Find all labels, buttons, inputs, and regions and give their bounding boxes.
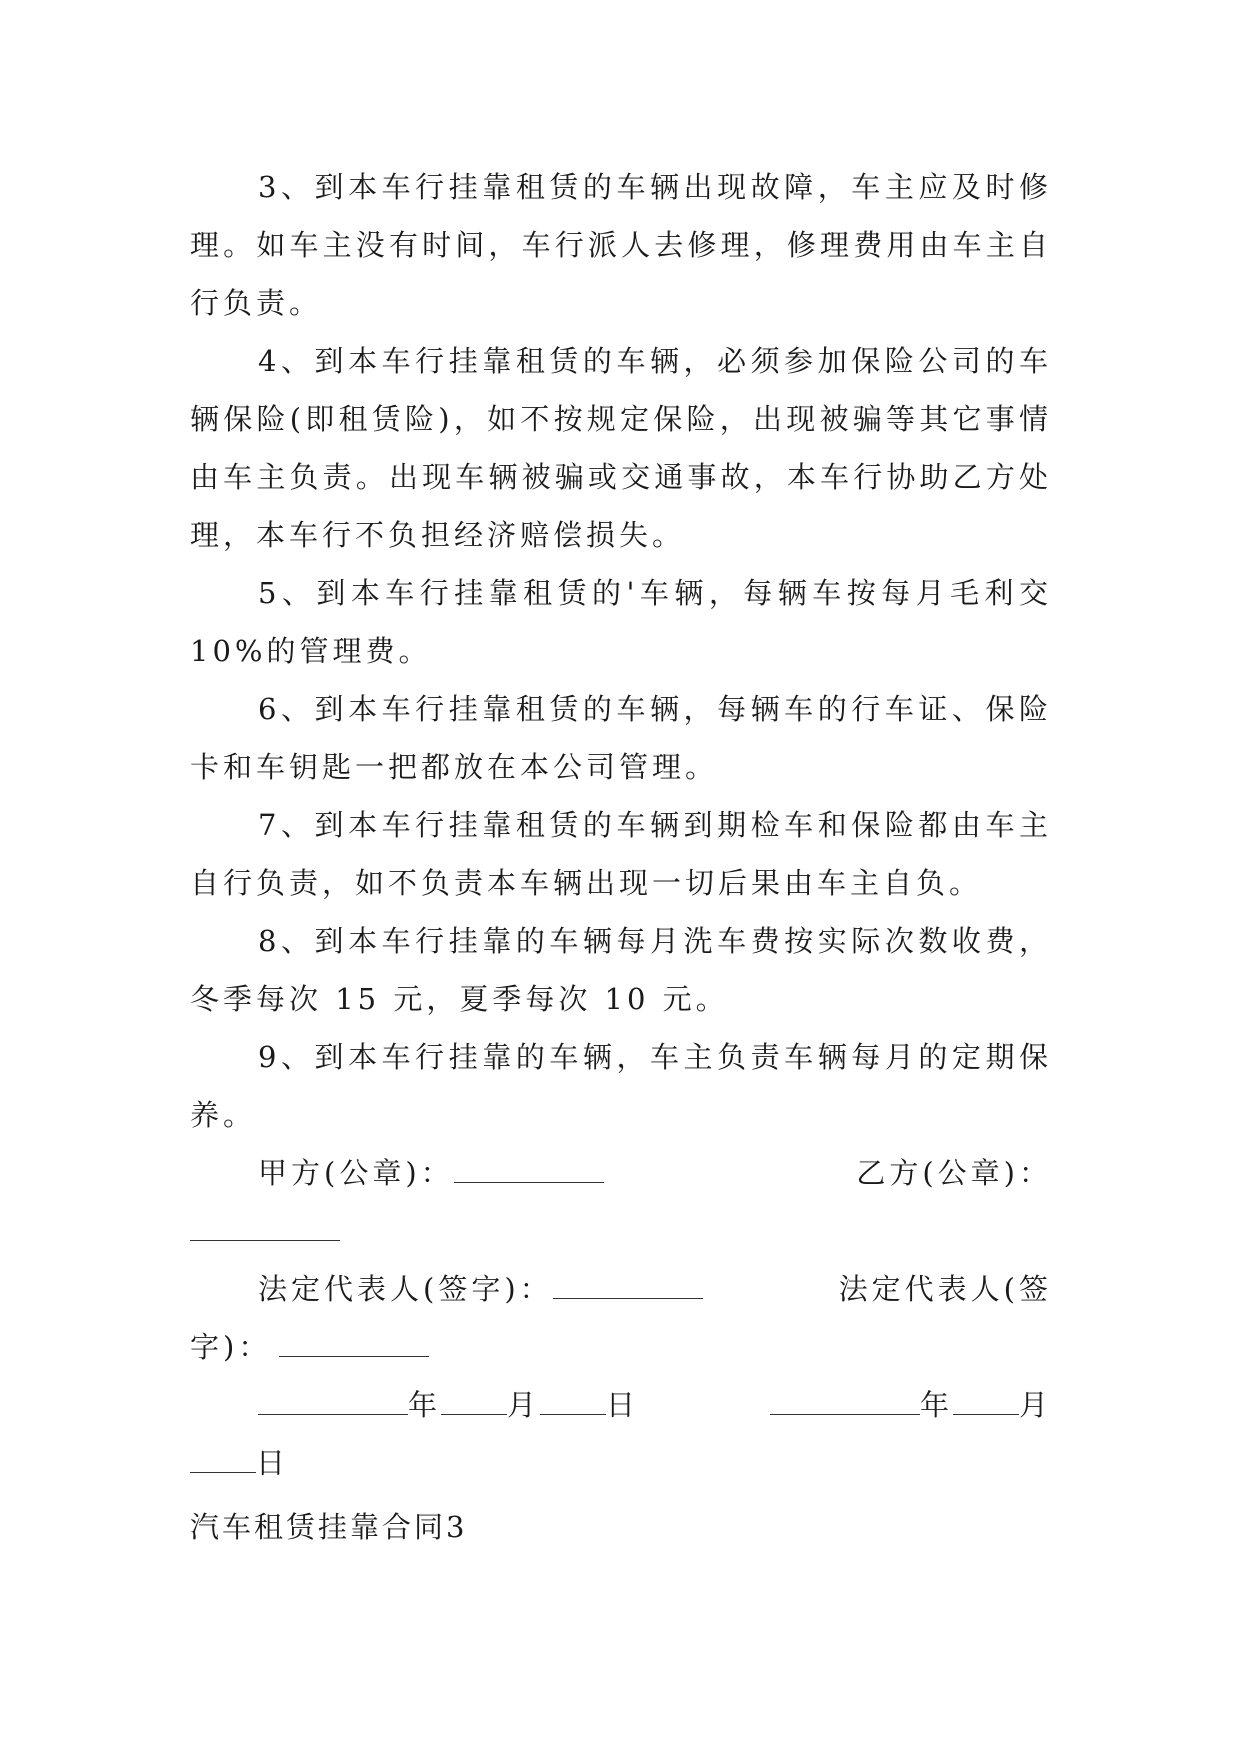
date-a-year-label: 年 [408, 1388, 442, 1422]
date-row-continued [190, 1434, 1052, 1492]
next-contract-title: 汽车租赁挂靠合同3 [190, 1510, 468, 1544]
rep-a [258, 1260, 703, 1318]
clause-7: 7、到本车行挂靠租赁的车辆到期检车和保险都由车主自行负责，如不负责本车辆出现一切后果由车主自负。 [190, 808, 1052, 900]
date-b-day-blank [190, 1438, 256, 1473]
date-a [258, 1376, 639, 1434]
date-a-month-blank [441, 1380, 507, 1415]
rep-row-continued [190, 1318, 1052, 1376]
rep-b-label-part1: 法定代表人(签 [838, 1272, 1052, 1306]
party-b-seal-blank [190, 1206, 340, 1241]
document-content [190, 158, 1052, 1556]
clause-6: 6、到本车行挂靠租赁的车辆，每辆车的行车证、保险卡和车钥匙一把都放在本公司管理。 [190, 692, 1052, 784]
date-b-day-label: 日 [256, 1446, 290, 1480]
party-a-seal-blank [454, 1148, 604, 1183]
rep-a-label: 法定代表人(签字)： [258, 1272, 553, 1306]
date-b-year-blank [770, 1380, 920, 1415]
clause-4: 4、到本车行挂靠租赁的车辆，必须参加保险公司的车辆保险(即租赁险)，如不按规定保险，出现被骗等其它事情由车主负责。出现车辆被骗或交通事故，本车行协助乙方处理，本车行不负担经济赔偿损失。 [190, 344, 1052, 552]
rep-b-blank [279, 1322, 429, 1357]
date-b-month-label: 月 [1018, 1388, 1052, 1422]
rep-b-label-part2: 字)： [190, 1330, 272, 1364]
clause-3: 3、到本车行挂靠租赁的车辆出现故障，车主应及时修理。如车主没有时间，车行派人去修理，修理费用由车主自行负责。 [190, 170, 1052, 320]
clause-5: 5、到本车行挂靠租赁的'车辆，每辆车按每月毛利交 10%的管理费。 [190, 576, 1052, 668]
seal-row-continued [190, 1202, 1052, 1260]
party-a-seal [258, 1144, 604, 1202]
date-a-month-label: 月 [507, 1388, 541, 1422]
party-a-seal-label: 甲方(公章)： [258, 1156, 454, 1190]
date-b [770, 1376, 1052, 1434]
rep-row [190, 1260, 1052, 1318]
rep-a-blank [553, 1264, 703, 1299]
date-a-day-blank [540, 1380, 606, 1415]
clause-9: 9、到本车行挂靠的车辆，车主负责车辆每月的定期保养。 [190, 1040, 1052, 1132]
date-b-year-label: 年 [919, 1388, 953, 1422]
date-row [190, 1376, 1052, 1434]
date-a-day-label: 日 [606, 1388, 640, 1422]
party-b-seal-label: 乙方(公章)： [856, 1156, 1052, 1190]
seal-row [190, 1144, 1052, 1202]
clause-8: 8、到本车行挂靠的车辆每月洗车费按实际次数收费，冬季每次 15 元，夏季每次 10 元。 [190, 924, 1052, 1016]
date-a-year-blank [258, 1380, 408, 1415]
date-b-month-blank [953, 1380, 1019, 1415]
